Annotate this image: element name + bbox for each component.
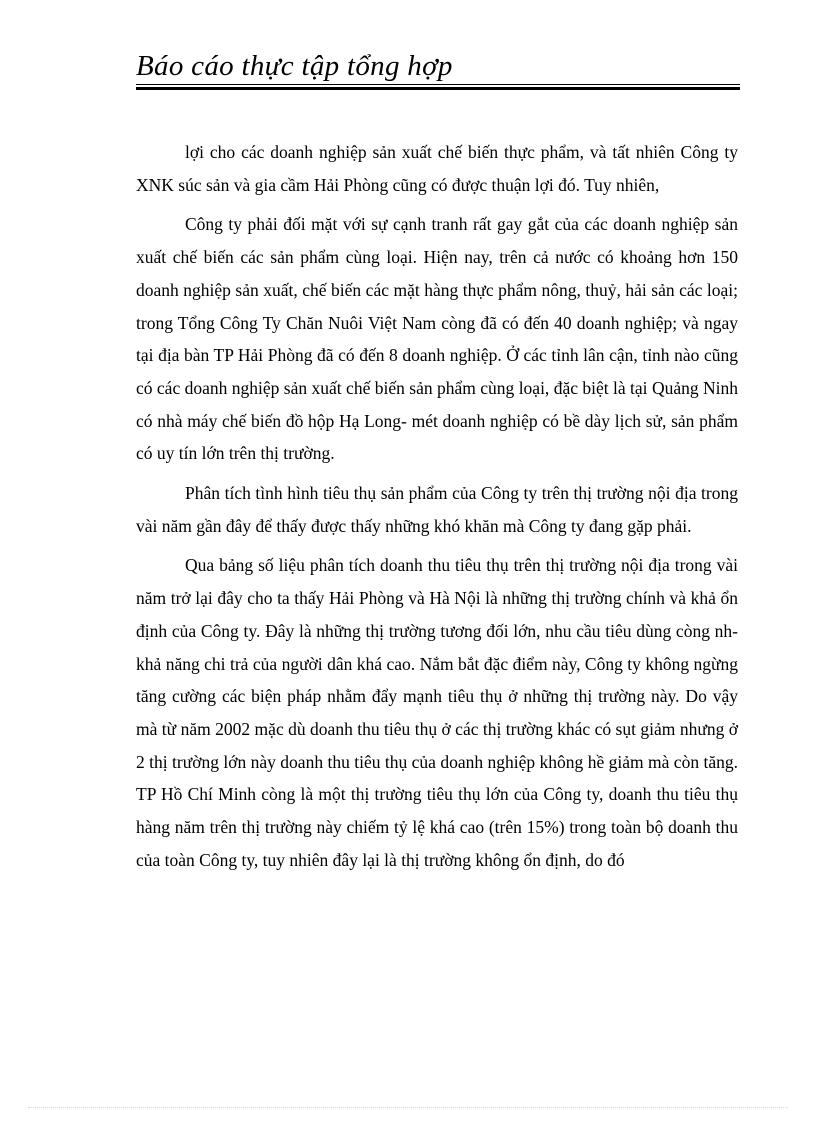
page-bottom-dotted-line	[28, 1107, 788, 1108]
header-divider-thin	[136, 84, 740, 85]
document-body	[136, 136, 738, 876]
paragraph-4: Qua bảng số liệu phân tích doanh thu tiêu thụ trên thị trường nội địa trong vài năm trở lại đây cho ta thấy Hải Phòng và Hà Nội là những thị trường chính và khả ổn định của Công ty. Đây là những thị trường tương đối lớn, nhu cầu tiêu dùng còng nh khả năng chi trả của người dân khá cao. Nắm bắt đặc điểm này, Công ty không ngừng tăng cường các biện pháp nhằm đẩy mạnh tiêu thụ ở những thị trường này. Do vậy mà từ năm 2002 mặc dù doanh thu tiêu thụ ở các thị trường khác có sụt giảm nhưng ở 2 thị trường lớn này doanh thu tiêu thụ của doanh nghiệp không hề giảm mà còn tăng. TP Hồ Chí Minh còng là một thị trường tiêu thụ lớn của Công ty, doanh thu tiêu thụ hàng năm trên thị trường này chiếm tỷ lệ khá cao (trên 15%) trong toàn bộ doanh thu của toàn Công ty, tuy nhiên đây lại là thị trường không ổn định, do đó	[136, 555, 738, 870]
page-header-title: Báo cáo thực tập tổng hợp	[136, 50, 453, 82]
paragraph-2: Công ty phải đối mặt với sự cạnh tranh rất gay gắt của các doanh nghiệp sản xuất chế biến các sản phẩm cùng loại. Hiện nay, trên cả nước có khoảng hơn 150 doanh nghiệp sản xuất, chế biến các mặt hàng thực phẩm nông, thuỷ, hải sản các loại; trong Tổng Công Ty Chăn Nuôi Việt Nam còng đã có đến 40 doanh nghiệp; và ngay tại địa bàn TP Hải Phòng đã có đến 8 doanh nghiệp. Ở các tỉnh lân cận, tỉnh nào cũng có các doanh nghiệp sản xuất chế biến sản phẩm cùng loại, đặc biệt là tại Quảng Ninh có nhà máy chế biến đồ hộp Hạ Long- mét doanh nghiệp có bề dày lịch sử, sản phẩm có uy tín lớn trên thị trường.	[136, 214, 738, 464]
header-divider-thick	[136, 87, 740, 90]
paragraph-1: lợi cho các doanh nghiệp sản xuất chế biến thực phẩm, và tất nhiên Công ty XNK súc sản và gia cầm Hải Phòng cũng có được thuận lợi đó. Tuy nhiên,	[136, 142, 738, 195]
paragraph-3: Phân tích tình hình tiêu thụ sản phẩm của Công ty trên thị trường nội địa trong vài năm gần đây để thấy được thấy những khó khăn mà Công ty đang gặp phải.	[136, 483, 738, 536]
